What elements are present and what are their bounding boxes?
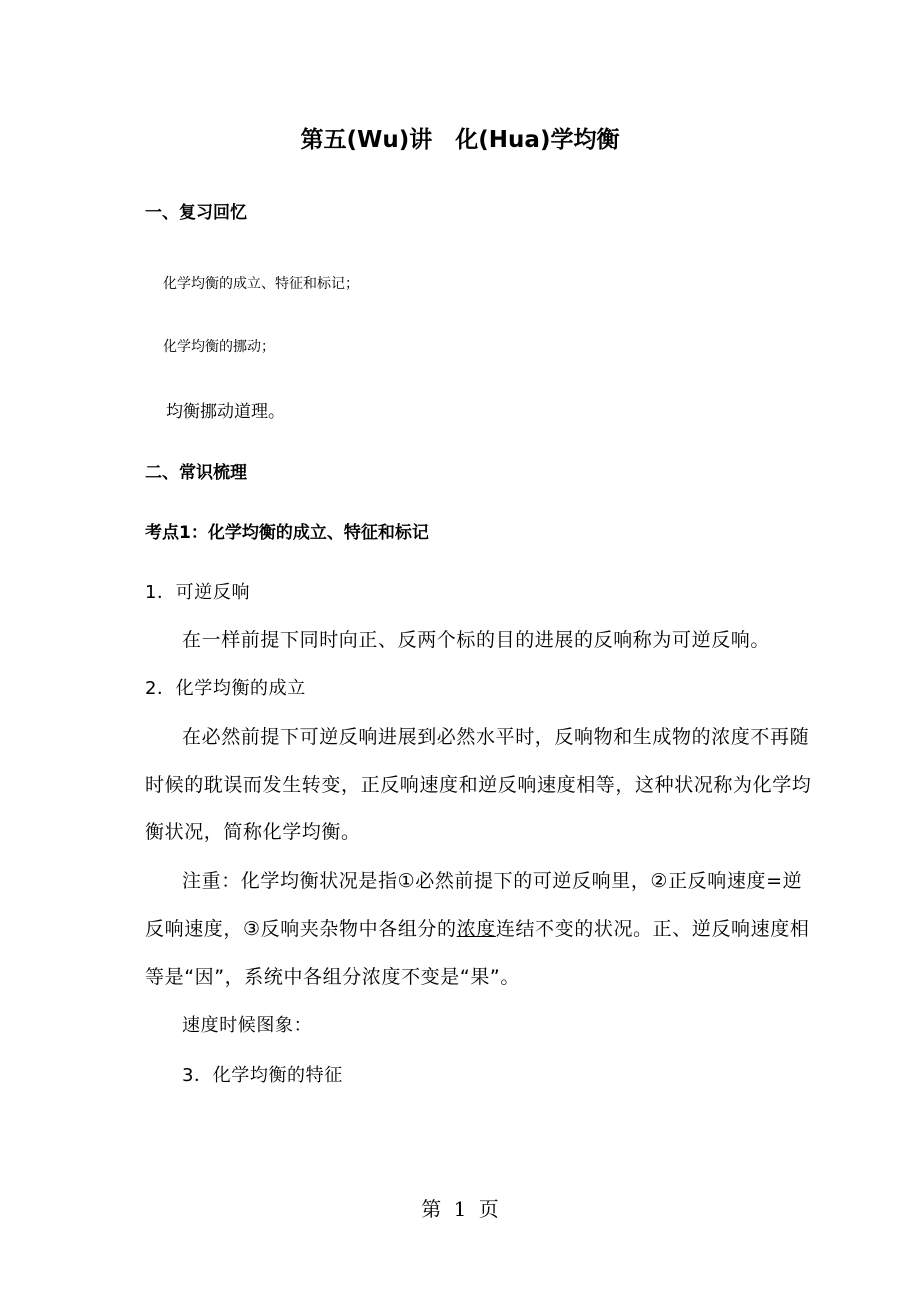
review-item: 化学均衡的挪动； [163,339,275,355]
page-title: 第五(Wu)讲 化(Hua)学均衡 [300,127,620,153]
subsection-title: 2．化学均衡的成立 [145,678,306,699]
section-heading-review: 一、复习回忆 [145,203,247,223]
underlined-term: 浓度 [456,918,496,940]
note-text: 连结不变的状况。正、逆反响速度相 [495,918,810,940]
point-heading: 考点1：化学均衡的成立、特征和标记 [145,523,429,543]
paragraph-line: 衡状况，简称化学均衡。 [145,821,361,843]
note-text: 反响速度，③反响夹杂物中各组分的 [145,918,457,940]
section-heading-knowledge: 二、常识梳理 [145,463,247,483]
paragraph: 在一样前提下同时向正、反两个标的目的进展的反响称为可逆反响。 [182,629,771,651]
paragraph: 速度时候图象： [182,1015,313,1036]
paragraph-line: 在必然前提下可逆反响进展到必然水平时，反响物和生成物的浓度不再随 [182,726,810,748]
note-line: 等是“因”，系统中各组分浓度不变是“果”。 [145,966,520,988]
page-number: 第 1 页 [421,1197,499,1221]
subsection-title: 1．可逆反响 [145,582,251,603]
paragraph-line: 时候的耽误而发生转变，正反响速度和逆反响速度相等，这种状况称为化学均 [145,774,812,796]
review-item: 化学均衡的成立、特征和标记； [163,276,359,292]
subsection-title: 3．化学均衡的特征 [182,1065,343,1086]
review-item: 均衡挪动道理。 [166,402,285,422]
note-line: 注重：化学均衡状况是指①必然前提下的可逆反响里，②正反响速度=逆 [182,870,803,892]
note-line [145,920,809,939]
